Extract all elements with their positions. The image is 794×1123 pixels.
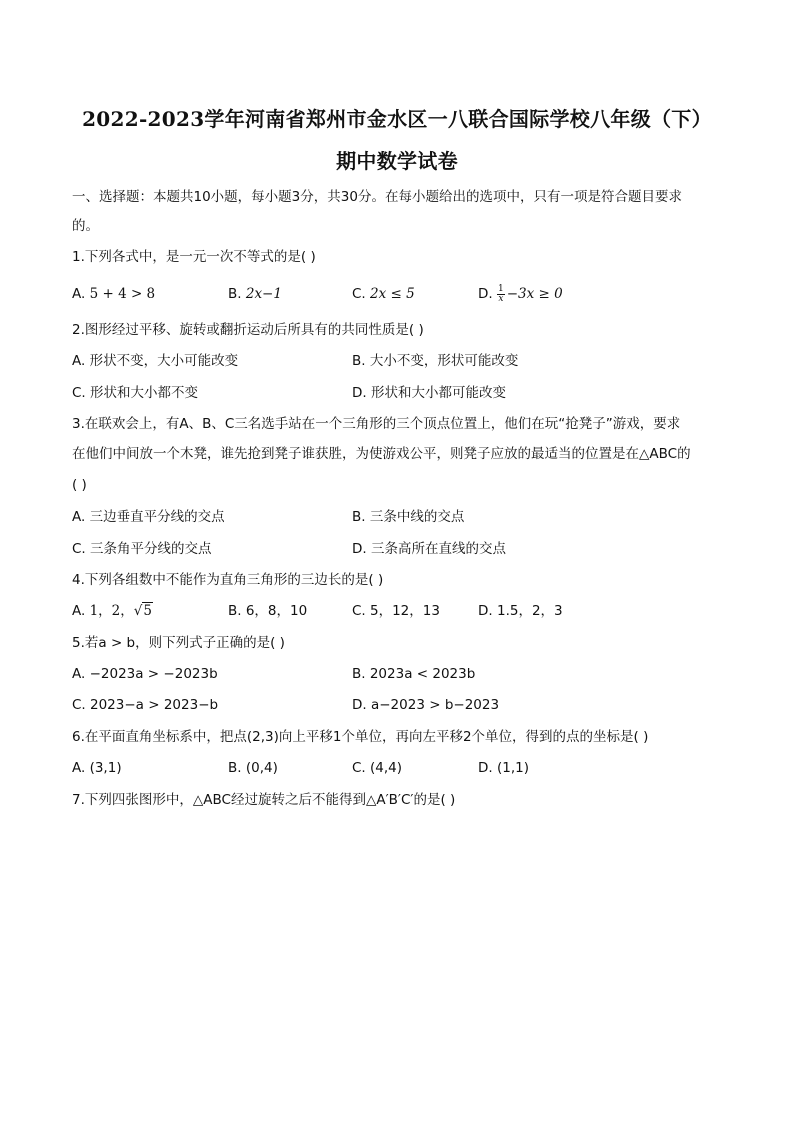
fraction <box>497 285 505 304</box>
question-1-option-d <box>478 284 563 304</box>
question-3-stem-line2: 在他们中间放一个木凳，谁先抢到凳子谁获胜，为使游戏公平，则凳子应放的最适当的位置是在△ABC的 <box>72 446 691 462</box>
question-2-option-c: C. 形状和大小都不变 <box>72 385 199 401</box>
question-4-option-d: D. 1.5，2，3 <box>478 603 563 619</box>
section-instructions-line1: 一、选择题：本题共10小题，每小题3分，共30分。在每小题给出的选项中，只有一项是符合题目要求 <box>72 189 682 205</box>
question-4-stem: 4.下列各组数中不能作为直角三角形的三边长的是( ) <box>72 572 384 588</box>
question-2-stem: 2.图形经过平移、旋转或翻折运动后所具有的共同性质是( ) <box>72 322 424 338</box>
question-5-option-a: A. −2023a > −2023b <box>72 666 218 682</box>
radicand: 5 <box>143 603 152 619</box>
question-2-option-a: A. 形状不变，大小可能改变 <box>72 353 239 369</box>
option-label: A. <box>72 286 86 302</box>
option-expression: −3x ≥ 0 <box>506 286 563 302</box>
question-6-option-d: D. (1,1) <box>478 760 529 776</box>
option-label: D. <box>478 286 493 302</box>
question-2-option-d: D. 形状和大小都可能改变 <box>352 385 506 401</box>
question-7-stem: 7.下列四张图形中，△ABC经过旋转之后不能得到△A′B′C′的是( ) <box>72 792 456 808</box>
question-5-option-d: D. a−2023 > b−2023 <box>352 697 500 713</box>
section-instructions-line2: 的。 <box>72 218 99 234</box>
question-1-stem: 1.下列各式中，是一元一次不等式的是( ) <box>72 249 316 265</box>
option-label: B. <box>228 286 242 302</box>
option-label: A. <box>72 603 86 619</box>
question-1-option-c <box>352 284 415 304</box>
question-3-option-b: B. 三条中线的交点 <box>352 509 465 525</box>
option-expression: 5 + 4 > 8 <box>89 286 156 302</box>
question-1-option-b <box>228 284 282 304</box>
question-3-option-d: D. 三条高所在直线的交点 <box>352 541 506 557</box>
question-4-option-c: C. 5，12，13 <box>352 603 440 619</box>
option-expression: 2x ≤ 5 <box>370 286 415 302</box>
square-root: √5 <box>133 603 152 619</box>
question-6-stem: 6.在平面直角坐标系中，把点(2,3)向上平移1个单位，再向左平移2个单位，得到的点的坐标是( ) <box>72 729 649 745</box>
question-3-option-c: C. 三条角平分线的交点 <box>72 541 212 557</box>
question-3-option-a: A. 三边垂直平分线的交点 <box>72 509 225 525</box>
option-expression: 1，2， <box>89 603 134 619</box>
question-5-stem: 5.若a > b，则下列式子正确的是( ) <box>72 635 285 651</box>
question-1-option-a <box>72 284 155 304</box>
question-5-option-b: B. 2023a < 2023b <box>352 666 476 682</box>
question-6-option-b: B. (0,4) <box>228 760 278 776</box>
question-6-option-a: A. (3,1) <box>72 760 122 776</box>
fraction-numerator: 1 <box>497 283 504 294</box>
question-4-option-b: B. 6，8，10 <box>228 603 308 619</box>
question-4-option-a <box>72 601 153 621</box>
question-3-stem-line3: ( ) <box>72 477 87 493</box>
question-3-stem-line1: 3.在联欢会上，有A、B、C三名选手站在一个三角形的三个顶点位置上，他们在玩“抢凳子”游戏，要求 <box>72 416 681 432</box>
question-5-option-c: C. 2023−a > 2023−b <box>72 697 219 713</box>
option-expression: 2x−1 <box>245 286 282 302</box>
question-6-option-c: C. (4,4) <box>352 760 403 776</box>
question-2-option-b: B. 大小不变，形状可能改变 <box>352 353 519 369</box>
fraction-denominator: x <box>498 293 504 304</box>
exam-title-line1: 2022-2023学年河南省郑州市金水区一八联合国际学校八年级（下） <box>82 107 712 131</box>
exam-title-line2: 期中数学试卷 <box>336 149 458 173</box>
option-label: C. <box>352 286 366 302</box>
